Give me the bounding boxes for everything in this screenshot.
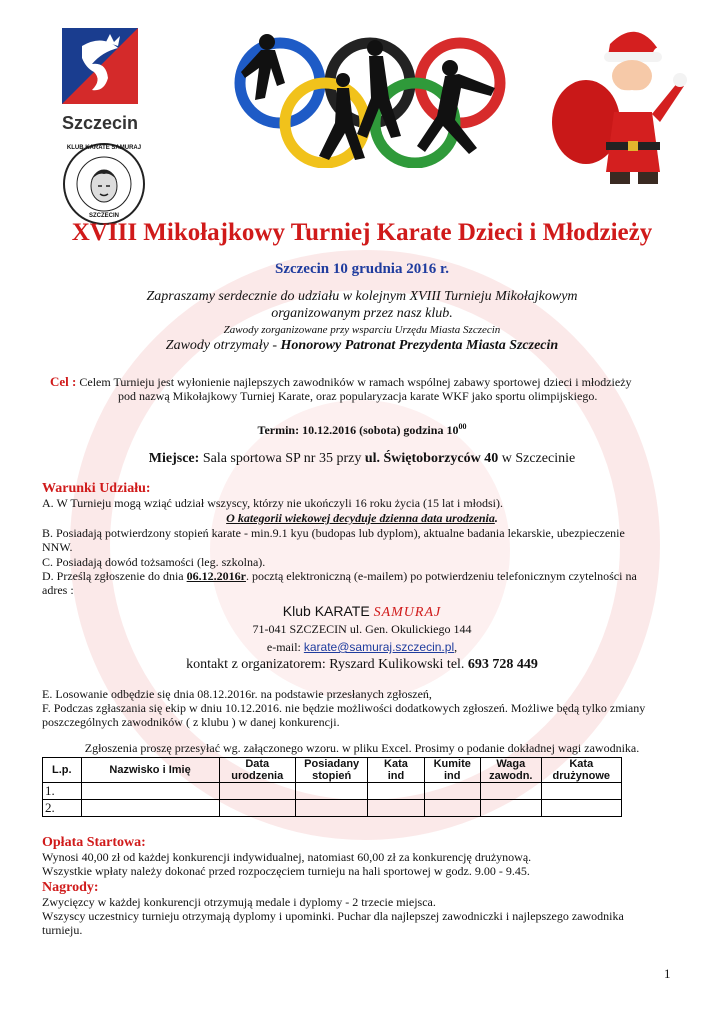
event-date: Szczecin 10 grudnia 2016 r.	[274, 261, 450, 277]
page-number: 1	[664, 966, 671, 981]
contact-prefix: kontakt z organizatorem: Ryszard Kulikowski tel.	[186, 657, 468, 672]
condition-a-note-text: O kategorii wiekowej decyduje dzienna data urodzenia	[226, 511, 495, 525]
condition-b-2: NNW.	[42, 540, 73, 554]
rule-e: E. Losowanie odbędzie się dnia 08.12.2016r. na podstawie przesłanych zgłoszeń,	[42, 687, 432, 701]
olympic-rings-karate	[225, 28, 515, 168]
page-title: XVIII Mikołajkowy Turniej Karate Dzieci i Młodzieży	[71, 219, 653, 246]
prizes-heading: Nagrody:	[42, 880, 99, 895]
table-row	[43, 800, 622, 817]
term-line	[0, 419, 724, 438]
conditions-heading: Warunki Udziału:	[42, 481, 151, 496]
condition-d-1	[42, 569, 692, 584]
club-name	[0, 602, 724, 622]
watermark-center	[210, 400, 510, 700]
prizes-line-3: turnieju.	[42, 923, 83, 937]
club-email-line: e-mail: karate@samuraj.szczecin.pl,	[266, 640, 458, 654]
club-seal-top-text: KLUB KARATE SAMURAJ	[66, 145, 142, 151]
szczecin-logo-text: Szczecin	[62, 113, 139, 133]
condition-d-date: 06.12.2016r	[186, 569, 246, 583]
organizer-contact	[0, 656, 724, 673]
term-text: Termin: 10.12.2016 (sobota) godzina 10	[257, 423, 459, 437]
invite-line-1: Zapraszamy serdecznie do udziału w kolejnym XVIII Turnieju Mikołajkowym	[146, 289, 578, 304]
header-kata-ind: Kata ind	[368, 758, 424, 783]
olympic-rings-icon	[225, 28, 515, 168]
patronage-prefix: Zawody otrzymały -	[165, 338, 281, 353]
header-weight: Waga zawodn.	[481, 758, 542, 783]
header-birthdate: Data urodzenia	[219, 758, 295, 783]
place-street: ul. Świętoborzyców 40	[364, 451, 499, 466]
santa-illustration	[548, 22, 688, 188]
rule-f-1: F. Podczas zgłaszania się ekip w dniu 10.12.2016. nie będzie możliwości dodatkowych zgłoszeń. Możliwe będą tylko zmiany	[42, 701, 646, 715]
row-number: 1.	[43, 783, 82, 800]
rule-f-2: poszczególnych zawodników ( z klubu ) w danej konkurencji.	[42, 715, 340, 729]
santa-icon	[548, 22, 688, 188]
support-note: Zawody zorganizowane przy wsparciu Urzędu Miasta Szczecin	[223, 324, 501, 336]
invite-line-2: organizowanym przez nasz klub.	[271, 306, 453, 321]
karate-fighters-icon	[241, 34, 495, 160]
prizes-line-2: Wszyscy uczestnicy turnieju otrzymają dyplomy i upominki. Puchar dla najlepszej zawodniczki i najlepszego zawodnika	[42, 909, 624, 923]
club-name-prefix: Klub KARATE	[282, 603, 374, 619]
place-label: Miejsce:	[148, 451, 200, 466]
condition-d-prefix: D. Prześlą zgłoszenie do dnia	[42, 569, 187, 583]
condition-c: C. Posiadają dowód tożsamości (leg. szkolna).	[42, 555, 266, 569]
condition-d-2: adres :	[42, 583, 74, 597]
goal-line-1	[50, 374, 690, 390]
table-row	[43, 783, 622, 800]
szczecin-logo	[62, 28, 138, 132]
fee-heading: Opłata Startowa:	[42, 835, 146, 850]
table-header-row	[43, 758, 622, 783]
goal-label: Cel :	[50, 374, 77, 389]
header-kumite-ind: Kumite ind	[424, 758, 481, 783]
header-kata-team: Kata drużynowe	[541, 758, 621, 783]
patronage-line	[0, 337, 724, 354]
club-seal-bottom-text: SZCZECIN	[89, 213, 119, 219]
goal-text-1: Celem Turnieju jest wyłonienie najlepszych zawodników w ramach wspólnej zabawy sportowej dzieci i młodzieży	[79, 375, 632, 389]
header-name: Nazwisko i Imię	[81, 758, 219, 783]
place-text-2: w Szczecinie	[498, 451, 576, 466]
fee-line-1: Wynosi 40,00 zł od każdej konkurencji indywidualnej, natomiast 60,00 zł za konkurencję drużynową.	[42, 850, 532, 864]
registration-table	[42, 757, 622, 817]
header-rank: Posiadany stopień	[295, 758, 368, 783]
row-number: 2.	[43, 800, 82, 817]
condition-b-1: B. Posiadają potwierdzony stopień karate - min.9.1 kyu (budopas lub dyplom), aktualne badania lekarskie, ubezpieczenie	[42, 526, 625, 540]
szczecin-emblem-icon	[62, 28, 138, 104]
contact-phone: 693 728 449	[467, 657, 538, 672]
place-line	[0, 450, 724, 467]
prizes-line-1: Zwycięzcy w każdej konkurencji otrzymują medale i dyplomy - 2 trzecie miejsca.	[42, 895, 436, 909]
club-seal	[62, 142, 146, 226]
fee-line-2: Wszystkie wpłaty należy dokonać przed rozpoczęciem turnieju na hali sportowej w godz. 9.00 - 9.45.	[42, 864, 530, 878]
club-name-script: SAMURAJ	[373, 605, 442, 620]
condition-a-note: O kategorii wiekowej decyduje dzienna data urodzenia.	[226, 511, 498, 525]
club-address: 71-041 SZCZECIN ul. Gen. Okulickiego 144	[252, 622, 472, 636]
term-minutes: 00	[458, 422, 467, 431]
condition-d-suffix: . pocztą elektroniczną (e-mailem) po potwierdzeniu telefonicznym czytelności na	[245, 569, 637, 583]
email-label: e-mail:	[266, 640, 304, 654]
form-note: Zgłoszenia proszę przesyłać wg. załączonego wzoru. w pliku Excel. Prosimy o podanie dokładnej wagi zawodnika.	[84, 741, 640, 755]
goal-line-2: pod nazwą Mikołajkowy Turniej Karate, oraz popularyzacja karate WKF jako sportu olimpijskiego.	[118, 389, 598, 403]
patronage-text: Honorowy Patronat Prezydenta Miasta Szczecin	[280, 338, 559, 353]
condition-a: A. W Turnieju mogą wziąć udział wszyscy, którzy nie ukończyli 16 roku życia (15 lat i młodsi).	[42, 496, 504, 510]
header-lp: L.p.	[43, 758, 82, 783]
email-link[interactable]: karate@samuraj.szczecin.pl	[303, 640, 455, 654]
place-text-1: Sala sportowa SP nr 35 przy	[199, 451, 365, 466]
